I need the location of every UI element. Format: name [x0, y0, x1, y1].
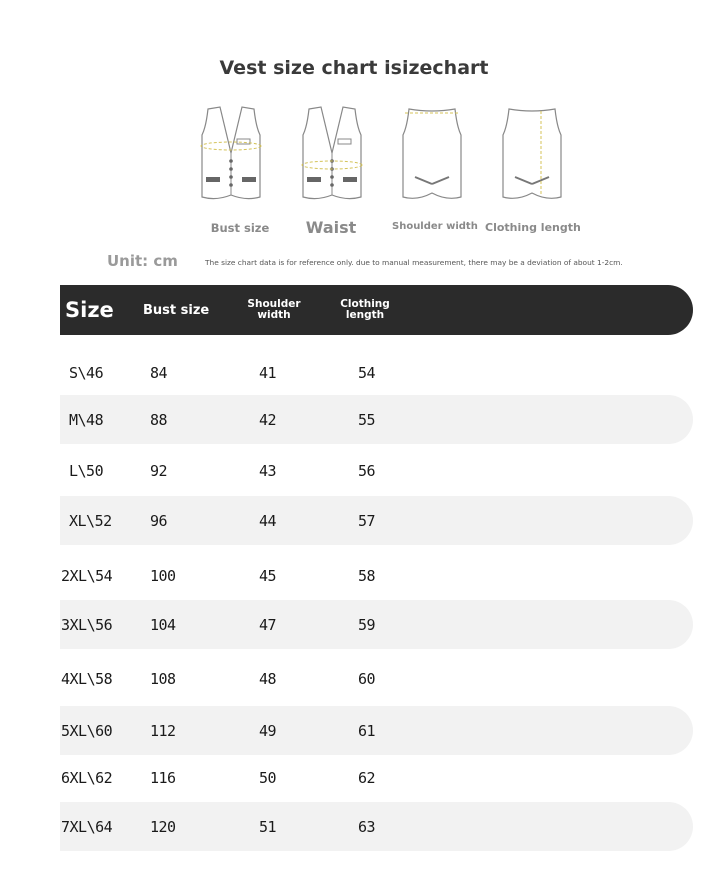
cell-bust: 88: [150, 410, 168, 429]
cell-size: 6XL\62: [61, 768, 113, 787]
cell-size: 7XL\64: [61, 817, 113, 836]
cell-shoulder: 47: [259, 615, 277, 634]
cell-size: 4XL\58: [61, 669, 113, 688]
cell-bust: 116: [150, 768, 176, 787]
header-length: [333, 285, 397, 335]
vest-back-shoulder-icon: [401, 105, 463, 207]
cell-size: 3XL\56: [61, 615, 113, 634]
cell-bust: 120: [150, 817, 176, 836]
vest-front-waist-icon: [301, 105, 363, 207]
vest-front-bust-icon: [200, 105, 262, 207]
diagram-label-shoulder: Shoulder width: [392, 221, 478, 232]
table-row: [60, 600, 693, 649]
cell-length: 56: [358, 461, 376, 480]
table-header: [60, 285, 693, 335]
table-row: [60, 802, 693, 851]
cell-bust: 104: [150, 615, 176, 634]
header-bust: Bust size: [143, 302, 210, 318]
table-row: [60, 446, 693, 495]
cell-length: 54: [358, 363, 376, 382]
header-length-line2: length: [345, 309, 385, 321]
unit-label: Unit: cm: [107, 252, 178, 270]
cell-size: 5XL\60: [61, 721, 113, 740]
cell-shoulder: 49: [259, 721, 277, 740]
cell-length: 55: [358, 410, 376, 429]
cell-shoulder: 45: [259, 566, 277, 585]
table-row: [60, 348, 693, 397]
cell-shoulder: 43: [259, 461, 277, 480]
header-length-line1: Clothing: [340, 298, 390, 310]
header-shoulder-line2: width: [257, 309, 291, 321]
cell-shoulder: 50: [259, 768, 277, 787]
vest-back-length-icon: [501, 105, 563, 207]
cell-shoulder: 42: [259, 410, 277, 429]
cell-size: M\48: [69, 410, 104, 429]
cell-shoulder: 41: [259, 363, 277, 382]
header-shoulder: [243, 285, 305, 335]
cell-bust: 96: [150, 511, 168, 530]
cell-length: 61: [358, 721, 376, 740]
cell-bust: 92: [150, 461, 168, 480]
cell-size: XL\52: [69, 511, 112, 530]
table-row: [60, 395, 693, 444]
cell-length: 62: [358, 768, 376, 787]
cell-length: 59: [358, 615, 376, 634]
header-shoulder-line1: Shoulder: [247, 298, 301, 310]
cell-shoulder: 44: [259, 511, 277, 530]
cell-size: L\50: [69, 461, 104, 480]
table-row: [60, 551, 693, 600]
cell-shoulder: 48: [259, 669, 277, 688]
cell-shoulder: 51: [259, 817, 277, 836]
table-row: [60, 496, 693, 545]
cell-bust: 84: [150, 363, 168, 382]
cell-bust: 100: [150, 566, 176, 585]
table-row: [60, 654, 693, 703]
cell-bust: 112: [150, 721, 176, 740]
table-row: [60, 753, 693, 802]
cell-bust: 108: [150, 669, 176, 688]
cell-length: 58: [358, 566, 376, 585]
cell-length: 57: [358, 511, 376, 530]
cell-size: S\46: [69, 363, 104, 382]
diagram-label-length: Clothing length: [485, 221, 581, 234]
page-title: Vest size chart isizechart: [219, 57, 489, 79]
cell-size: 2XL\54: [61, 566, 113, 585]
reference-note: The size chart data is for reference only. due to manual measurement, there may be a deviation of about 1-2cm.: [205, 258, 623, 267]
diagram-label-waist: Waist: [305, 218, 357, 237]
header-size: Size: [65, 298, 114, 322]
cell-length: 60: [358, 669, 376, 688]
cell-length: 63: [358, 817, 376, 836]
diagram-label-bust: Bust size: [210, 221, 270, 235]
table-row: [60, 706, 693, 755]
